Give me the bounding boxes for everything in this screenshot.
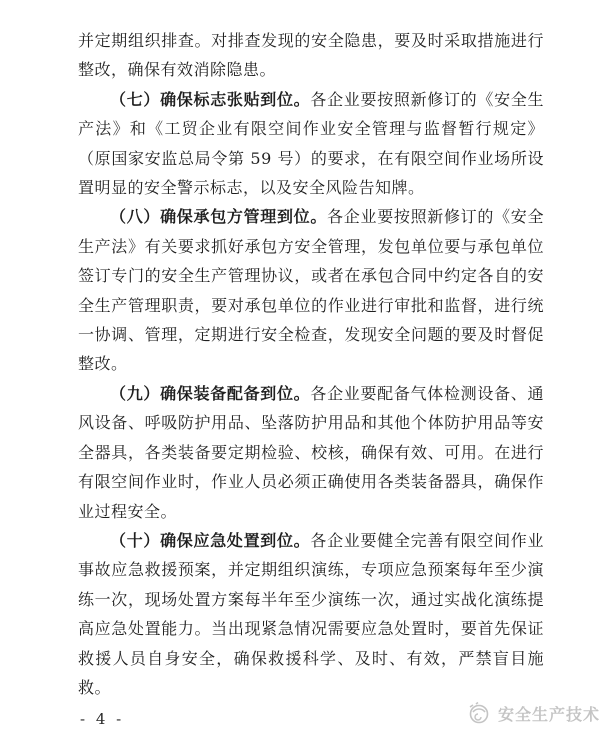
document-body bbox=[78, 26, 544, 702]
page-number: - 4 - bbox=[80, 710, 125, 728]
paragraph-section-7 bbox=[78, 85, 544, 203]
paragraph-continuation bbox=[78, 26, 544, 85]
paragraph-section-8 bbox=[78, 202, 544, 378]
section-heading: （九）确保装备配备到位。 bbox=[110, 383, 311, 403]
section-heading: （八）确保承包方管理到位。 bbox=[110, 207, 328, 227]
brand-watermark bbox=[466, 700, 600, 726]
paragraph-text: 并定期组织排查。对排查发现的安全隐患，要及时采取措施进行整改，确保有效消除隐患。 bbox=[78, 31, 544, 80]
section-heading: （十）确保应急处置到位。 bbox=[110, 530, 311, 550]
paragraph-text: 各企业要配备气体检测设备、通风设备、呼吸防护用品、坠落防护用品和其他个体防护用品等安全器具，各类装备要定期检验、校核，确保有效、可用。在进行有限空间作业时，作业人员必须正确使用各类装备器具，确保作业过程安全。 bbox=[78, 383, 544, 521]
brand-logo-icon bbox=[466, 700, 492, 726]
paragraph-section-9 bbox=[78, 379, 544, 526]
watermark-label: 安全生产技术 bbox=[497, 704, 600, 724]
section-heading: （七）确保标志张贴到位。 bbox=[110, 89, 311, 109]
paragraph-text: 各企业要按照新修订的《安全生产法》有关要求抓好承包方安全管理，发包单位要与承包单位签订专门的安全生产管理协议，或者在承包合同中约定各自的安全生产管理职责，要对承包单位的作业进行审批和监督，进行统一协调、管理，定期进行安全检查，发现安全问题的要及时督促整改。 bbox=[78, 207, 544, 374]
paragraph-text: 各企业要健全完善有限空间作业事故应急救援预案，并定期组织演练，专项应急预案每年至少演练一次，现场处置方案每半年至少演练一次，通过实战化演练提高应急处置能力。当出现紧急情况需要应急处置时，要首先保证救援人员自身安全，确保救援科学、及时、有效，严禁盲目施救。 bbox=[78, 530, 544, 697]
paragraph-section-10 bbox=[78, 526, 544, 702]
paragraph-text: 各企业要按照新修订的《安全生产法》和《工贸企业有限空间作业安全管理与监督暂行规定》（原国家安监总局令第 59 号）的要求，在有限空间作业场所设置明显的安全警示标志，以及安全风险告知牌。 bbox=[78, 89, 544, 198]
